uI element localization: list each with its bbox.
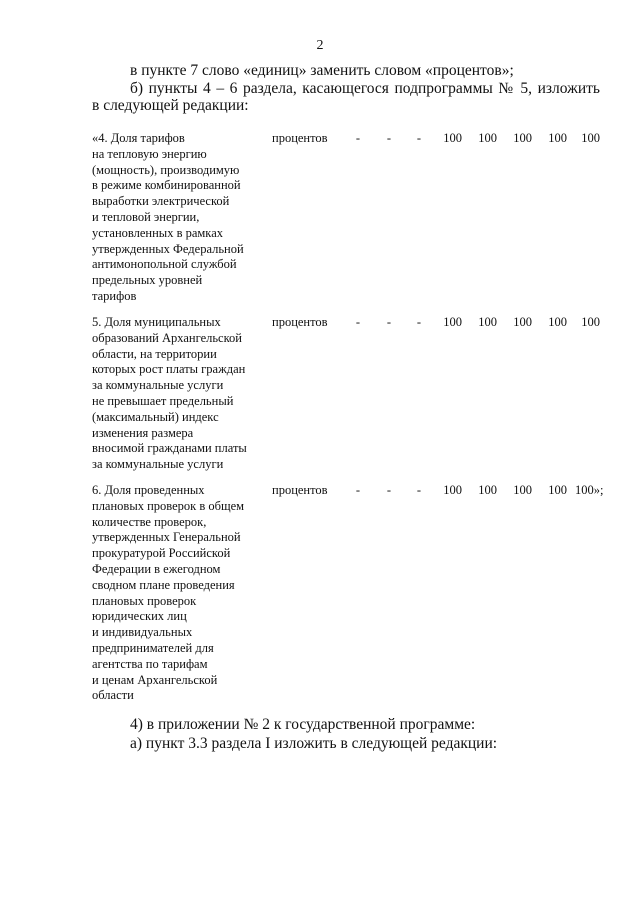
value-cell: 100 (581, 315, 600, 329)
outro-line-1: 4) в приложении № 2 к государственной программе: (130, 716, 476, 733)
unit-cell: процентов (272, 483, 328, 497)
dash-cell: - (416, 131, 422, 145)
value-cell: 100 (513, 315, 532, 329)
intro-line-3: в следующей редакции: (92, 97, 249, 114)
value-cell: 100 (548, 483, 567, 497)
page-number: 2 (316, 38, 324, 53)
value-cell: 100 (513, 131, 532, 145)
indicator-name: 6. Доля проведенных плановых проверок в общем количестве проверок, утвержденных Генеральной прокуратурой Российской Федерации в ежегодном сводном плане проведения плановых проверок юридических лиц и индивидуальных предпринимателей для агентства по тарифам и ценам Архангельской области (92, 483, 245, 703)
value-cell: 100 (581, 131, 600, 145)
unit-cell: процентов (272, 315, 328, 329)
value-cell: 100 (548, 315, 567, 329)
dash-cell: - (416, 315, 422, 329)
dash-cell: - (386, 131, 392, 145)
outro-line-2: а) пункт 3.3 раздела I изложить в следующей редакции: (130, 735, 498, 752)
intro-line-1: в пункте 7 слово «единиц» заменить словом «процентов»; (130, 62, 514, 79)
value-cell: 100 (548, 131, 567, 145)
dash-cell: - (355, 315, 361, 329)
value-cell: 100 (513, 483, 532, 497)
unit-cell: процентов (272, 131, 328, 145)
value-cell: 100 (478, 315, 497, 329)
value-cell: 100 (478, 131, 497, 145)
value-cell: 100 (443, 131, 462, 145)
indicator-name: «4. Доля тарифов на тепловую энергию (мощность), производимую в режиме комбинированной выработки электрической и тепловой энергии, установленных в рамках утвержденных Федеральной антимонопольной службой предельных уровней тарифов (92, 131, 244, 303)
value-cell: 100 (443, 315, 462, 329)
value-cell: 100»; (575, 483, 604, 497)
dash-cell: - (355, 131, 361, 145)
intro-line-2: б) пункты 4 – 6 раздела, касающегося подпрограммы № 5, изложить (130, 80, 600, 97)
dash-cell: - (416, 483, 422, 497)
indicator-name: 5. Доля муниципальных образований Архангельской области, на территории которых рост платы граждан за коммунальные услуги не превышает предельный (максимальный) индекс изменения размера вносимой гражданами платы за коммунальные услуги (92, 315, 247, 472)
value-cell: 100 (478, 483, 497, 497)
dash-cell: - (386, 315, 392, 329)
dash-cell: - (386, 483, 392, 497)
value-cell: 100 (443, 483, 462, 497)
dash-cell: - (355, 483, 361, 497)
